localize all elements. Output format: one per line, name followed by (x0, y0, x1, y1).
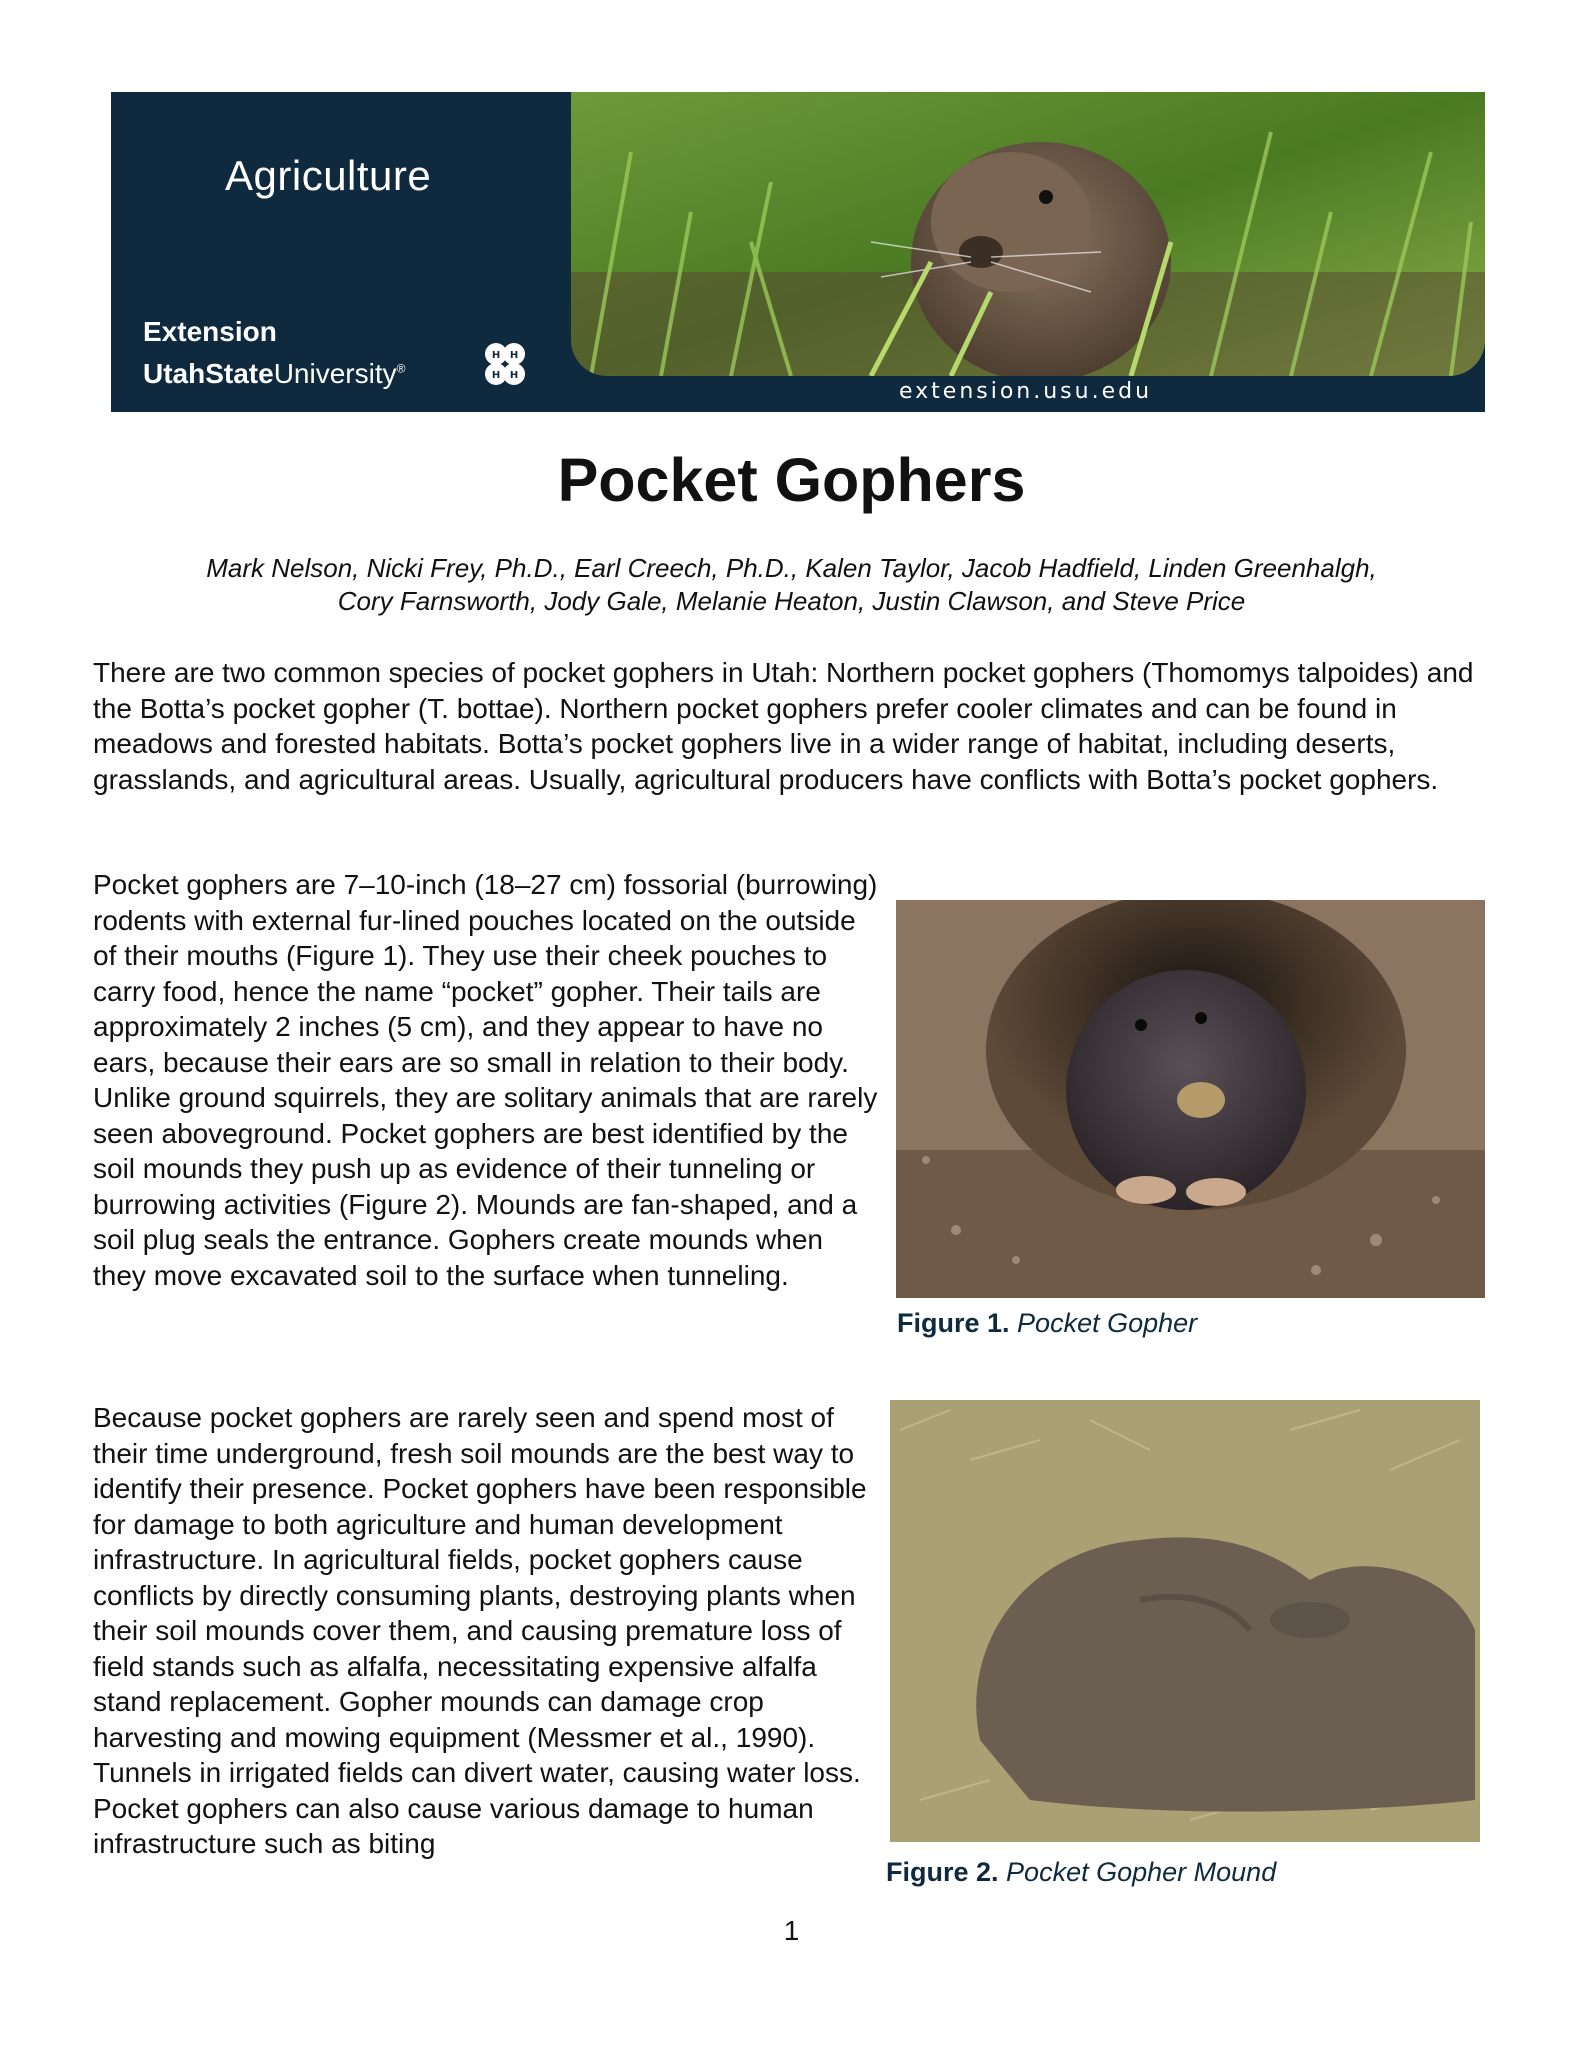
figure-1-image (896, 900, 1485, 1298)
trademark-symbol: ® (396, 361, 406, 376)
paragraph-description: Pocket gophers are 7–10-inch (18–27 cm) fossorial (burrowing) rodents with external fur-lined pouches located on the outside of their mouths (Figure 1). They use their cheek pouches to carry food, hence the name “pocket” gopher. Their tails are approximately 2 inches (5 cm), and they appear to have no ears, because their ears are so small in relation to their body. Unlike ground squirrels, they are solitary animals that are rarely seen aboveground. Pocket gophers are best identified by the soil mounds they push up as evidence of their tunneling or burrowing activities (Figure 2). Mounds are fan-shaped, and a soil plug seals the entrance. Gophers create mounds when they move excavated soil to the surface when tunneling. (93, 869, 878, 1291)
university-logo-regular: University (273, 358, 397, 389)
header-banner (111, 92, 1485, 412)
author-line-2: Cory Farnsworth, Jody Gale, Melanie Heaton, Justin Clawson, and Steve Price (337, 586, 1246, 616)
gopher-banner-photo (571, 92, 1485, 376)
figure-2-image (890, 1400, 1480, 1842)
university-logo-bold: UtahState (143, 358, 274, 389)
figure-1-label: Figure 1. (897, 1308, 1010, 1338)
paragraph-damage: Because pocket gophers are rarely seen and spend most of their time underground, fresh soil mounds are the best way to identify their presence. Pocket gophers have been responsible for damage to both agriculture and human development infrastructure. In agricultural fields, pocket gophers cause conflicts by directly consuming plants, destroying plants when their soil mounds cover them, and causing premature loss of field stands such as alfalfa, necessitating expensive alfalfa stand replacement. Gopher mounds can damage crop harvesting and mowing equipment (Messmer et al., 1990). Tunnels in irrigated fields can divert water, causing water loss. Pocket gophers can also cause various damage to human infrastructure such as biting (93, 1402, 867, 1859)
figure-2-label: Figure 2. (886, 1857, 999, 1887)
svg-text:H: H (491, 370, 501, 381)
svg-text:H: H (509, 350, 519, 361)
figure-2-caption (886, 1857, 1276, 1888)
figure-1-caption (897, 1308, 1197, 1339)
university-logo (143, 358, 405, 390)
website-url: extension.usu.edu (899, 379, 1153, 404)
figure-2-text: Pocket Gopher Mound (1006, 1857, 1277, 1887)
figure-1-text: Pocket Gopher (1017, 1308, 1198, 1338)
paragraph-species: There are two common species of pocket gophers in Utah: Northern pocket gophers (Thomomys talpoides) and the Botta’s pocket gopher (T. bottae). Northern pocket gophers prefer cooler climates and can be found in meadows and forested habitats. Botta’s pocket gophers live in a wider range of habitat, including deserts, grasslands, and agricultural areas. Usually, agricultural producers have conflicts with Botta’s pocket gophers. (93, 657, 1474, 795)
4h-clover-icon (477, 337, 533, 393)
section-title: Agriculture (225, 152, 432, 199)
author-list (120, 552, 1463, 618)
page-number: 1 (783, 1915, 800, 1946)
svg-text:H: H (509, 370, 519, 381)
page-title: Pocket Gophers (557, 446, 1026, 514)
svg-text:H: H (491, 350, 501, 361)
author-line-1: Mark Nelson, Nicki Frey, Ph.D., Earl Creech, Ph.D., Kalen Taylor, Jacob Hadfield, Linden Greenhalgh, (206, 553, 1377, 583)
extension-label: Extension (143, 316, 277, 347)
